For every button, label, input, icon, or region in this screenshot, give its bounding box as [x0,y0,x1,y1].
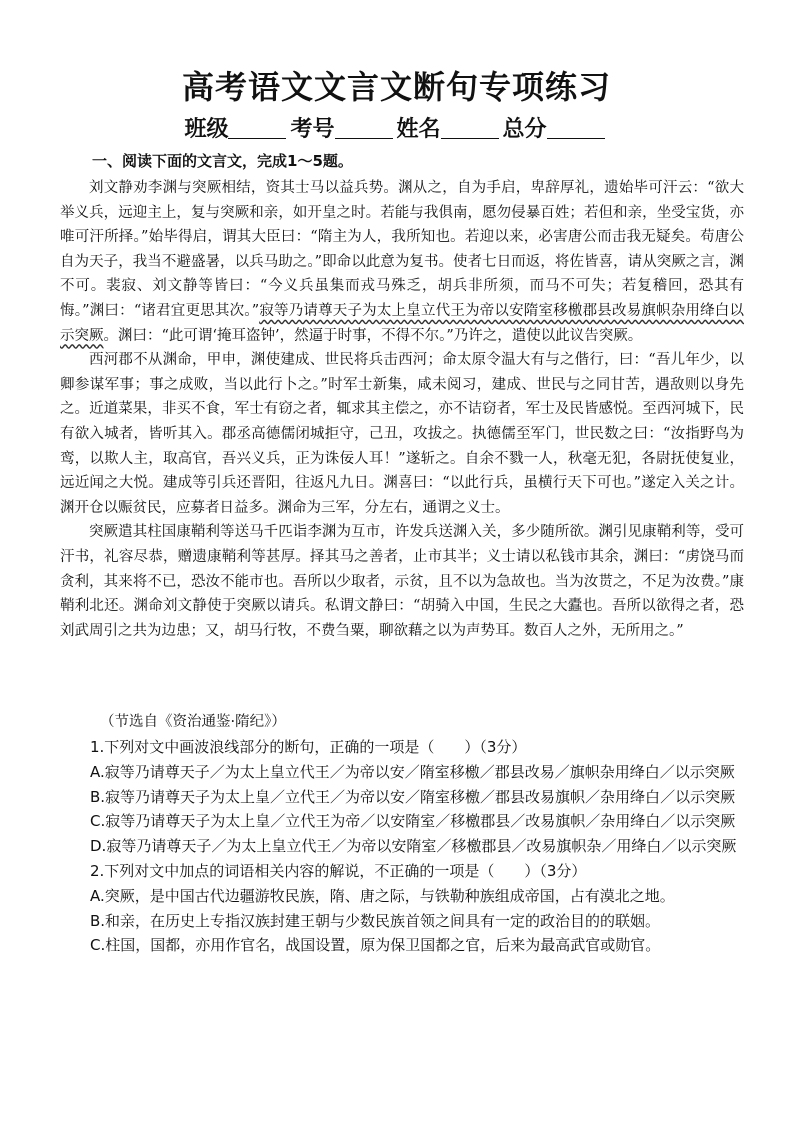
question-2-option-b[interactable]: B.和亲，在历史上专指汉族封建王朝与少数民族首领之间具有一定的政治目的的联姻。 [90,911,661,930]
paragraph-1-text-a: 刘文静劝李渊与突厥相结，资其士马以益兵势。渊从之，自为手启，卑辞厚礼，遗始毕可汗云：“欲大举义兵，远迎主上，复与突厥和亲，如开皇之时。若能与我俱南，愿勿侵暴百姓；若但和亲，坐受宝货，亦唯可汗所择。”始毕得启，谓其大臣曰：“隋主为人，我所知也。若迎以来，必害唐公而击我无疑矣。苟唐公自为天子，我当不避盛暑，以兵马助之。”即命以此意为复书。使者七日而返，将佐皆喜，请从突厥之言，渊不可。裴寂、刘文静等皆曰：“今义兵虽集而戎马殊乏，胡兵非所须，而马不可失；若复稽回，恐其有悔。”渊曰：“诸君宜更思其次。” [60,180,744,319]
question-1-option-a[interactable]: A.寂等乃请尊天子／为太上皇立代王／为帝以安／隋室移檄／郡县改易／旗帜杂用绛白／以示突厥 [90,762,735,781]
question-1-option-d[interactable]: D.寂等乃请尊天子／为太上皇立代王／为帝以安隋室／移檄郡县／改易旗帜杂／用绛白／以示突厥 [90,837,737,856]
paragraph-1-text-b: 。渊曰：“此可谓‘掩耳盗钟’，然逼于时事，不得不尔。”乃许之，遣使以此议告突厥。 [103,327,643,344]
questions-block [60,735,750,958]
passage-source: （节选自《资治通鉴·隋纪》） [100,714,286,730]
page-title: 高考语文文言文断句专项练习 [181,68,611,106]
question-2-option-a[interactable]: A.突厥，是中国古代边疆游牧民族，隋、唐之际，与铁勒种族组成帝国，占有漠北之地。 [90,886,675,905]
class-blank[interactable] [228,118,286,139]
score-blank[interactable] [547,118,605,139]
question-1-option-b[interactable]: B.寂等乃请尊天子为太上皇／立代王／为帝以安／隋室移檄／郡县改易旗帜／杂用绛白／以示突厥 [90,787,736,806]
name-blank[interactable] [441,118,499,139]
question-1-stem: 1.下列对文中画波浪线部分的断句，正确的一项是（ ）（3分） [90,738,527,756]
classical-passage [60,176,744,643]
exam-number-label: 考号 [290,117,335,142]
section-heading: 一、阅读下面的文言文，完成1～5题。 [92,152,353,170]
passage-paragraph-3: 突厥遣其柱国康鞘利等送马千匹诣李渊为互市，许发兵送渊入关，多少随所欲。渊引见康鞘利等，受可汗书，礼容尽恭，赠遗康鞘利等甚厚。择其马之善者，止市其半；义士请以私钱市其余，渊曰：“虏饶马而贪利，其来将不已，恐汝不能市也。吾所以少取者，示贫，且不以为急故也。当为汝贳之，不足为汝费。”康鞘利北还。渊命刘文静使于突厥以请兵。私谓文静曰：“胡骑入中国，生民之大蠹也。吾所以欲得之者，恐刘武周引之共为边患；又，胡马行牧，不费刍粟，聊欲藉之以为声势耳。数百人之外，无所用之。” [60,524,744,639]
passage-paragraph-2: 西河郡不从渊命，甲申，渊使建成、世民将兵击西河；命太原令温大有与之偕行，曰：“吾儿年少，以卿参谋军事；事之成败，当以此行卜之。”时军士新集，咸未阅习，建成、世民与之同甘苦，遇敌则以身先之。近道菜果，非买不食，军士有窃之者，辄求其主偿之，亦不诘窃者，军士及民皆感悦。至西河城下，民有欲入城者，皆听其入。郡丞高德儒闭城拒守，己丑，攻拔之。执德儒至军门，世民数之曰：“汝指野鸟为鸾，以欺人主，取高官，吾兴义兵，正为诛佞人耳！”遂斩之。自余不戮一人，秋毫无犯，各尉抚使复业，远近闻之大悦。建成等引兵还晋阳，往返凡九日。渊喜曰：“以此行兵，虽横行天下可也。”遂定入关之计。渊开仓以赈贫民，应募者日益多。渊命为三军，分左右，通谓之义士。 [60,352,744,516]
passage-paragraph-1 [60,176,744,348]
question-1-option-c[interactable]: C.寂等乃请尊天子为太上皇／立代王为帝／以安隋室／移檄郡县／改易旗帜／杂用绛白／以示突厥 [90,812,736,831]
question-2-option-c[interactable]: C.柱国，国都，亦用作官名，战国设置，原为保卫国都之官，后来为最高武官或勋官。 [90,936,661,955]
exam-number-blank[interactable] [335,118,393,139]
score-label: 总分 [502,117,547,142]
wavy-underlined-sentence: 寂等乃请尊天子为太上皇立代王为帝以安隋室移檄郡县改易旗帜杂用绛白以示突厥 [60,302,744,344]
student-info-line [0,112,793,143]
class-label: 班级 [184,117,229,142]
name-label: 姓名 [396,117,441,142]
question-2-stem: 2.下列对文中加点的词语相关内容的解说，不正确的一项是（ ）（3分） [90,861,587,880]
